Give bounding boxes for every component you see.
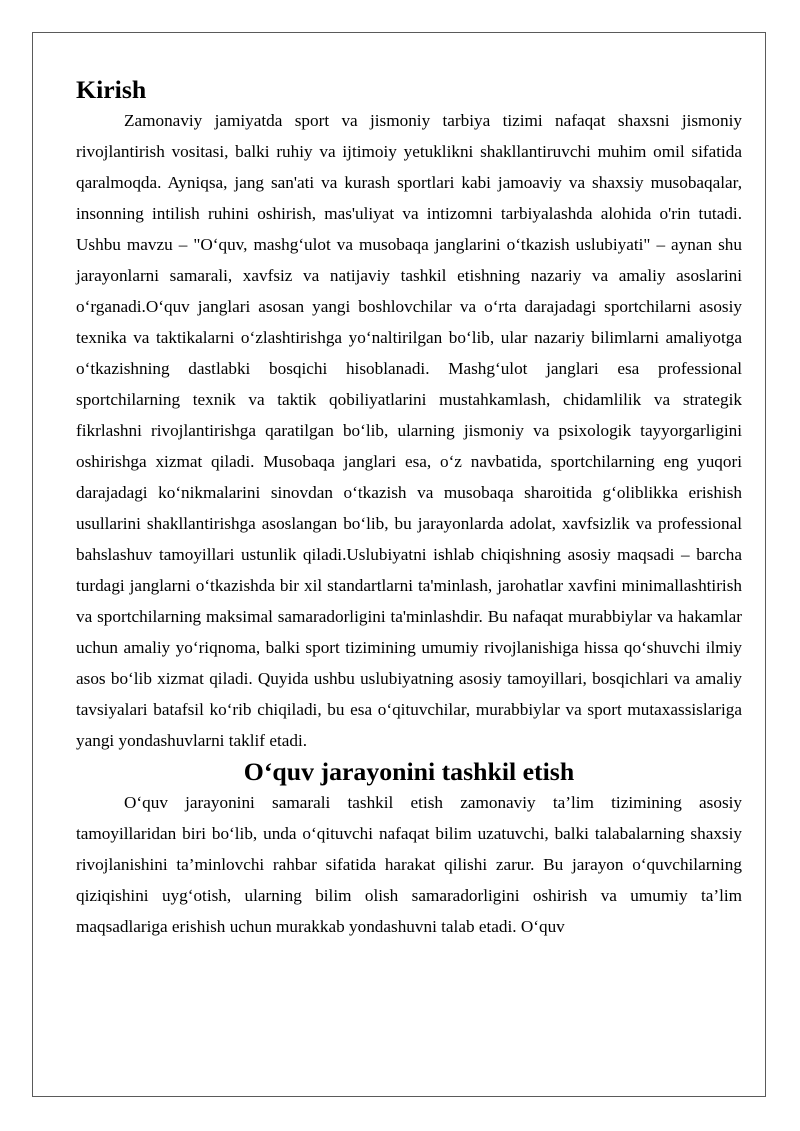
section-heading-introduction: Kirish: [76, 75, 147, 104]
section-heading-learning-process: O‘quv jarayonini tashkil etish: [243, 757, 575, 786]
document-body: [76, 74, 742, 942]
learning-process-paragraph: O‘quv jarayonini samarali tashkil etish zamonaviy ta’lim tizimining asosiy tamoyillaridan biri bo‘lib, unda o‘qituvchi nafaqat bilim uzatuvchi, balki talabalarning shaxsiy rivojlanishini ta’minlovchi rahbar sifatida harakat qilishi zarur. Bu jarayon o‘quvchilarning qiziqishini uyg‘otish, ularning bilim olish samaradorligini oshirish va umumiy ta’lim maqsadlariga erishish uchun murakkab yondashuvni talab etadi. O‘quv: [76, 793, 742, 936]
introduction-paragraph: Zamonaviy jamiyatda sport va jismoniy tarbiya tizimi nafaqat shaxsni jismoniy rivojlantirish vositasi, balki ruhiy va ijtimoiy yetuklikni shakllantiruvchi muhim omil sifatida qaralmoqda. Ayniqsa, jang san'ati va kurash sportlari kabi jamoaviy va shaxsiy musobaqalar, insonning intilish ruhini oshirish, mas'uliyat va intizomni tarbiyalashda alohida o'rin tutadi. Ushbu mavzu – "O‘quv, mashg‘ulot va musobaqa janglarini o‘tkazish uslubiyati" – aynan shu jarayonlarni samarali, xavfsiz va natijaviy tashkil etishning nazariy va amaliy asoslarini o‘rganadi.O‘quv janglari asosan yangi boshlovchilar va o‘rta darajadagi sportchilarni asosiy texnika va taktikalarni o‘zlashtirishga yo‘naltirilgan bo‘lib, ular nazariy bilimlarni amaliyotga o‘tkazishning dastlabki bosqichi hisoblanadi. Mashg‘ulot janglari esa professional sportchilarning texnik va taktik qobiliyatlarini mustahkamlash, chidamlilik va strategik fikrlashni rivojlantirishga qaratilgan bo‘lib, ularning jismoniy va psixologik tayyorgarligini oshirishga xizmat qiladi. Musobaqa janglari esa, o‘z navbatida, sportchilarning eng yuqori darajadagi ko‘nikmalarini sinovdan o‘tkazish va musobaqa sharoitida g‘oliblikka erishish usullarini shakllantirishga asoslangan bo‘lib, bu jarayonlarda adolat, xavfsizlik va professional bahslashuv tamoyillari ustunlik qiladi.Uslubiyatni ishlab chiqishning asosiy maqsadi – barcha turdagi janglarni o‘tkazishda bir xil standartlarni ta'minlash, jarohatlar xavfini minimallashtirish va sportchilarning maksimal samaradorligini ta'minlashdir. Bu nafaqat murabbiylar va hakamlar uchun amaliy yo‘riqnoma, balki sport tizimining umumiy rivojlanishiga hissa qo‘shuvchi ilmiy asos bo‘lib xizmat qiladi. Quyida ushbu uslubiyatning asosiy tamoyillari, bosqichlari va amaliy tavsiyalari batafsil ko‘rib chiqiladi, bu esa o‘qituvchilar, murabbiylar va sport mutaxassislariga yangi yondashuvlarni taklif etadi.: [76, 111, 742, 750]
